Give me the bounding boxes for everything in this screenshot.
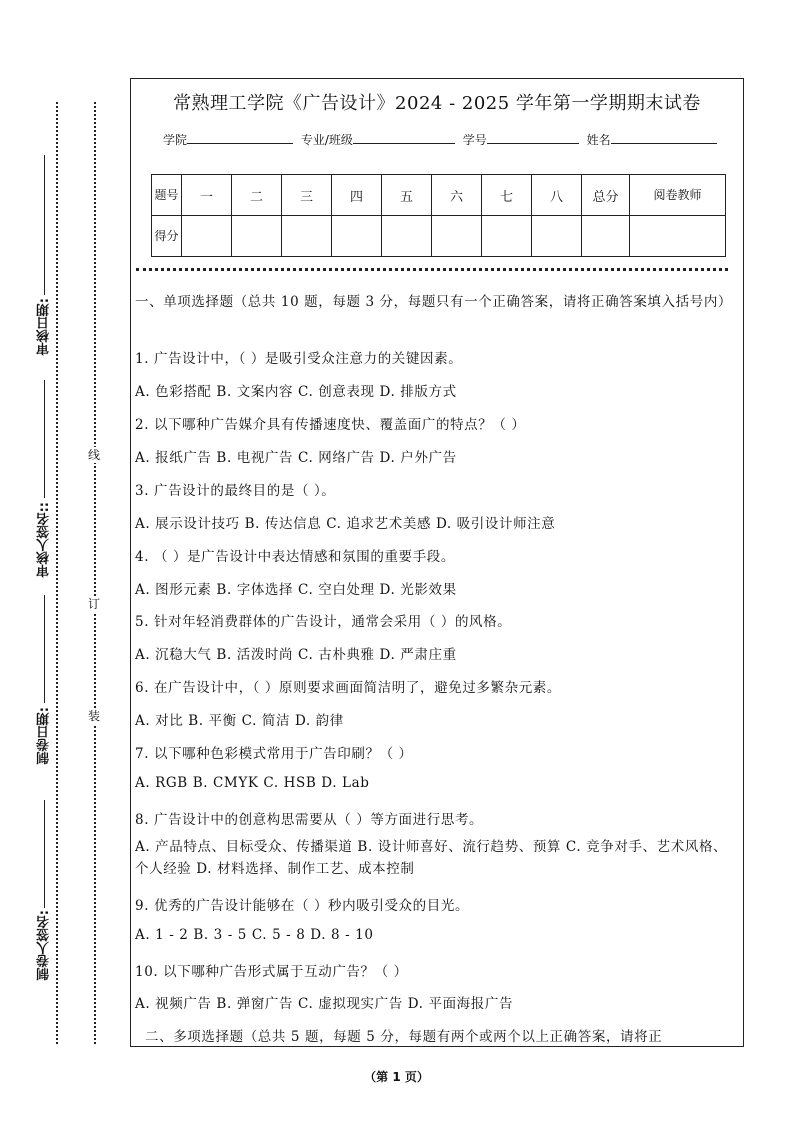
maker-date-blank[interactable] (44, 595, 45, 703)
question-10-options: A. 视频广告 B. 弹窗广告 C. 虚拟现实广告 D. 平面海报广告 (135, 996, 514, 1012)
score-table-cell: 题号 (152, 175, 182, 216)
binding-margin (0, 0, 130, 1122)
question-2: 2. 以下哪种广告媒介具有传播速度快、覆盖面广的特点？（ ） (135, 417, 526, 433)
question-7-options: A. RGB B. CMYK C. HSB D. Lab (135, 775, 370, 791)
maker-date-label: 制卷日期: (37, 707, 52, 765)
score-table-header-row (152, 175, 726, 216)
question-3-options: A. 展示设计技巧 B. 传达信息 C. 追求艺术美感 D. 吸引设计师注意 (135, 516, 556, 532)
question-6-options: A. 对比 B. 平衡 C. 简洁 D. 韵律 (135, 713, 344, 729)
maker-sign-label: 制卷人签名: (37, 910, 52, 981)
score-cell[interactable] (282, 216, 332, 257)
score-table-score-row (152, 216, 726, 257)
score-table-cell: 一 (182, 175, 232, 216)
student-id-label: 学号 (462, 133, 487, 147)
score-cell[interactable] (630, 216, 726, 257)
binding-dotted-line-outer (56, 102, 58, 1044)
score-table-cell: 总分 (582, 175, 630, 216)
question-6: 6. 在广告设计中，（ ）原则要求画面简洁明了，避免过多繁杂元素。 (135, 680, 562, 696)
score-row-label: 得分 (152, 216, 182, 257)
binding-char-bind: 装 (87, 709, 100, 723)
maker-sign-blank[interactable] (44, 800, 45, 908)
question-9: 9. 优秀的广告设计能够在（ ）秒内吸引受众的目光。 (135, 898, 470, 914)
binding-dotted-line-inner (94, 102, 96, 1044)
question-9-options: A. 1 - 2 B. 3 - 5 C. 5 - 8 D. 8 - 10 (135, 927, 374, 943)
question-5-options: A. 沉稳大气 B. 活泼时尚 C. 古朴典雅 D. 严肃庄重 (135, 647, 457, 663)
question-4-options: A. 图形元素 B. 字体选择 C. 空白处理 D. 光影效果 (135, 582, 457, 598)
section2-heading: 二、多项选择题（总共 5 题，每题 5 分，每题有两个或两个以上正确答案，请将正 (145, 1029, 663, 1045)
score-cell[interactable] (382, 216, 432, 257)
question-10: 10. 以下哪种广告形式属于互动广告？（ ） (135, 964, 408, 980)
name-label: 姓名 (586, 133, 611, 147)
dotted-separator (136, 268, 728, 271)
question-8-options: A. 产品特点、目标受众、传播渠道 B. 设计师喜好、流行趋势、预算 C. 竞争对手、艺术风格、个人经验 D. 材料选择、制作工艺、成本控制 (135, 839, 728, 877)
student-info-row (163, 131, 721, 148)
score-cell[interactable] (532, 216, 582, 257)
major-class-field[interactable] (353, 131, 455, 144)
binding-char-line: 线 (87, 448, 100, 462)
question-1-options: A. 色彩搭配 B. 文案内容 C. 创意表现 D. 排版方式 (135, 384, 457, 400)
student-id-field[interactable] (487, 131, 579, 144)
college-label: 学院 (163, 133, 188, 147)
score-table-cell: 六 (432, 175, 482, 216)
score-table-cell: 三 (282, 175, 332, 216)
reviewer-sign-label: 审核人签名:: (37, 502, 52, 578)
page-number: （第 1 页） (364, 1070, 429, 1084)
score-cell[interactable] (232, 216, 282, 257)
score-cell[interactable] (582, 216, 630, 257)
major-class-label: 专业/班级 (300, 133, 353, 147)
college-field[interactable] (187, 131, 293, 144)
reviewer-sign-blank[interactable] (44, 380, 45, 498)
question-3: 3. 广告设计的最终目的是（ ）。 (135, 483, 336, 499)
score-table-cell: 四 (332, 175, 382, 216)
reviewer-date-label: 审核日期: (37, 298, 52, 356)
score-table-cell: 二 (232, 175, 282, 216)
question-5: 5. 针对年轻消费群体的广告设计，通常会采用（ ）的风格。 (135, 614, 512, 630)
question-2-options: A. 报纸广告 B. 电视广告 C. 网络广告 D. 户外广告 (135, 450, 457, 466)
score-cell[interactable] (182, 216, 232, 257)
score-table-cell: 七 (482, 175, 532, 216)
score-cell[interactable] (332, 216, 382, 257)
score-cell[interactable] (432, 216, 482, 257)
score-table-cell: 阅卷教师 (630, 175, 726, 216)
score-table (151, 174, 726, 257)
section1-heading: 一、单项选择题（总共 10 题，每题 3 分，每题只有一个正确答案，请将正确答案填入括号内） (135, 294, 733, 310)
score-table-cell: 五 (382, 175, 432, 216)
exam-paper-frame (130, 78, 744, 1047)
question-4: 4. （ ）是广告设计中表达情感和氛围的重要手段。 (135, 549, 455, 565)
question-1: 1. 广告设计中，（ ）是吸引受众注意力的关键因素。 (135, 351, 463, 367)
name-field[interactable] (611, 131, 717, 144)
score-cell[interactable] (482, 216, 532, 257)
score-table-cell: 八 (532, 175, 582, 216)
reviewer-date-blank[interactable] (44, 155, 45, 295)
question-8: 8. 广告设计中的创意构思需要从（ ）等方面进行思考。 (135, 812, 484, 828)
binding-char-staple: 订 (87, 597, 100, 611)
exam-title: 常熟理工学院《广告设计》2024 - 2025 学年第一学期期末试卷 (173, 93, 701, 114)
question-7: 7. 以下哪种色彩模式常用于广告印刷？（ ） (135, 746, 413, 762)
